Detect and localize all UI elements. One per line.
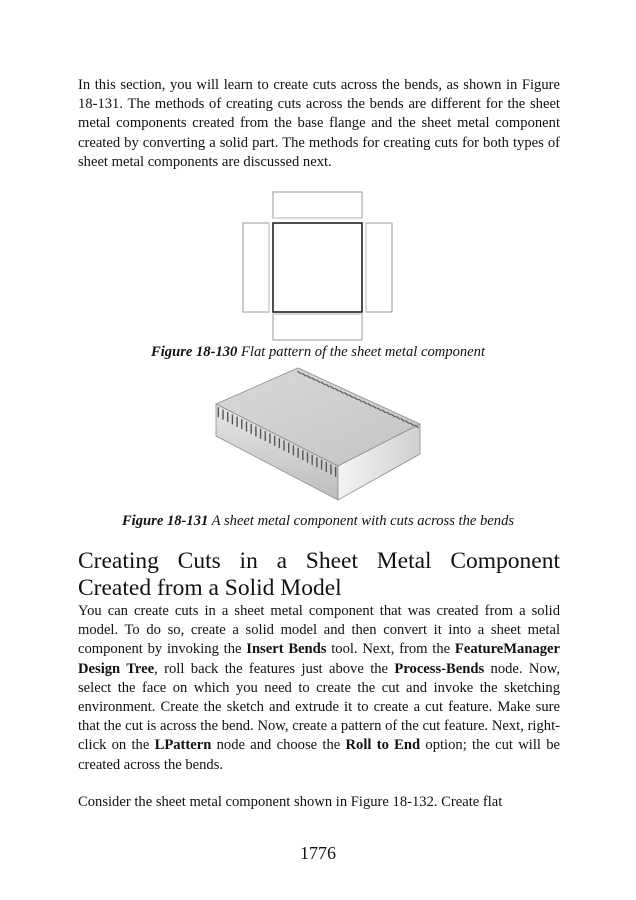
term-featuremanager: FeatureManager Design Tree xyxy=(78,641,561,677)
body-text-2: tool. Next, from the xyxy=(326,641,455,658)
figure-18-131-component xyxy=(212,364,424,510)
section-heading: Creating Cuts in a Sheet Metal Component Created from a Solid Model xyxy=(78,548,560,601)
body-text-3: , roll back the features just above the xyxy=(154,660,395,677)
figure-18-131-text: A sheet metal component with cuts across the bends xyxy=(208,513,515,529)
figure-18-131-label: Figure 18-131 xyxy=(121,513,209,529)
last-paragraph: Consider the sheet metal component shown in Figure 18-132. Create flat xyxy=(78,794,503,810)
body-text-1: You can create cuts in a sheet metal component that was created from a solid model. To do so, create a solid model and then convert it into a sheet metal component by invoking the xyxy=(78,603,560,658)
flange-right xyxy=(366,223,392,312)
body-paragraph xyxy=(78,602,560,775)
page-number: 1776 xyxy=(300,843,336,863)
body-text-6: option; the cut will be created across the bends. xyxy=(78,737,560,773)
figure-18-130-caption xyxy=(0,344,636,361)
term-lpattern: LPattern xyxy=(154,737,212,754)
term-roll-to-end: Roll to End xyxy=(345,737,421,754)
term-process-bends: Process-Bends xyxy=(394,660,485,677)
body-text-5: node and choose the xyxy=(211,737,346,754)
base-face xyxy=(273,223,362,312)
flange-left xyxy=(243,223,269,312)
flange-top xyxy=(273,192,362,218)
flange-bottom xyxy=(273,314,362,340)
figure-18-131-caption xyxy=(0,513,636,530)
intro-paragraph: In this section, you will learn to create cuts across the bends, as shown in Figure 18-131. The methods of creating cuts across the bends are different for the sheet metal components created from the base flange and the sheet metal component created by converting a solid part. The methods for creating cuts for both types of sheet metal components are discussed next. xyxy=(78,77,560,170)
figure-18-130-flat-pattern xyxy=(240,190,400,342)
body-text-4: node. Now, select the face on which you need to create the cut and invoke the sketching environment. Create the sketch and extrude it to create a cut feature. Make sure that the cut is across the bend. Now, create a pattern of the cut feature. Next, right-click on the xyxy=(78,660,560,754)
figure-18-130-text: Flat pattern of the sheet metal component xyxy=(237,344,485,360)
figure-18-130-label: Figure 18-130 xyxy=(151,344,238,360)
term-insert-bends: Insert Bends xyxy=(246,641,327,658)
